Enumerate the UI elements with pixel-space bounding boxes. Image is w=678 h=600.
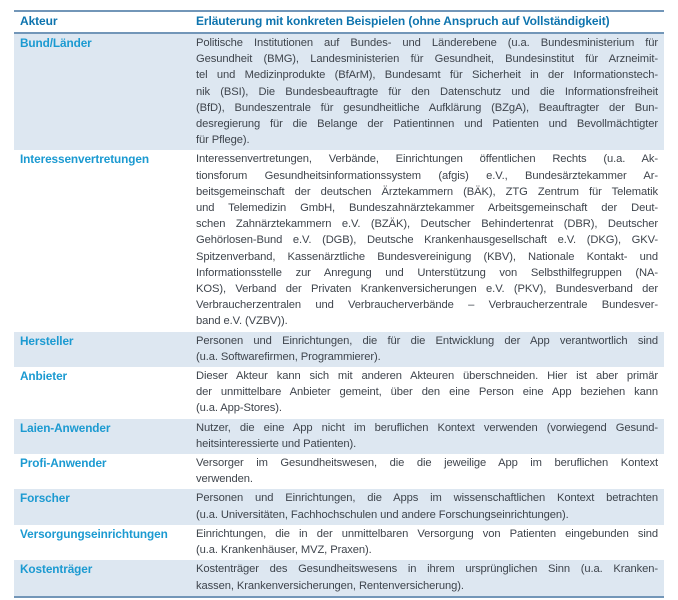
- akteur-label: Laien-Anwender: [20, 420, 111, 435]
- description-line: KOS), Verband der Privaten Krankenversicherungen e.V. (PKV), Bundesverband der: [196, 283, 658, 296]
- description-line: Interessenvertretungen, Verbände, Einrichtungen öffentlichen Rechts (u.a. Ak-: [196, 153, 658, 166]
- akteur-description: [188, 332, 664, 367]
- akteur-description: [188, 454, 664, 489]
- akteur-label: Profi-Anwender: [20, 456, 107, 471]
- description-line: tionsforum Gesundheitsinformationssystem (afgis) e.V., Bundesärztekammer Ar-: [196, 169, 658, 182]
- table-row: [14, 332, 664, 367]
- table-row: [14, 560, 664, 595]
- akteur-description: [188, 419, 664, 454]
- akteure-table: [14, 10, 664, 598]
- table-row: [14, 525, 664, 560]
- description-line: tel und Medizinprodukte (BfArM), Bundesamt für Sicherheit in der Informationstech-: [196, 69, 658, 82]
- description-line: Verbraucherzentralen und Verbraucherverbände – Verbraucherzentrale Bundesver-: [196, 299, 658, 312]
- akteur-label: Forscher: [20, 491, 70, 506]
- table-header-row: [14, 12, 664, 34]
- description-line: Personen und Einrichtungen, die für die Entwicklung der App verantwortlich sind: [196, 334, 658, 347]
- description-line: (u.a. App-Stores).: [196, 402, 282, 415]
- akteur-description: [188, 525, 664, 560]
- akteur-description: [188, 489, 664, 524]
- description-line: band e.V. (VZBV)).: [196, 315, 288, 328]
- description-line: Informationsstelle zur Anregung und Unterstützung von Selbsthilfegruppen (NA-: [196, 266, 658, 279]
- description-line: Einrichtungen, die in der unmittelbaren Versorgung von Patienten eingebunden sind: [196, 527, 658, 540]
- akteur-description: [188, 34, 664, 150]
- description-line: (u.a. Universitäten, Fachhochschulen und andere Forschungseinrichtungen).: [196, 508, 569, 521]
- description-line: Spitzenverband, Kassenärztliche Bundesvereinigung (KBV), Nationale Kontakt- und: [196, 250, 658, 263]
- column-header-akteur: Akteur: [20, 14, 58, 28]
- column-header-erlaeuterung: Erläuterung mit konkreten Beispielen (ohne Anspruch auf Vollständigkeit): [196, 14, 610, 28]
- description-line: Dieser Akteur kann sich mit anderen Akteuren überschneiden. Hier ist aber primär: [196, 370, 658, 383]
- akteur-label: Kostenträger: [20, 562, 93, 577]
- description-line: Gesundheit (BMG), Landesministerien für Gesundheit, Bundesinstitut für Arzneimit-: [196, 53, 658, 66]
- description-line: Nutzer, die eine App nicht im beruflichen Kontext verwenden (vorwiegend Gesund-: [196, 421, 658, 434]
- description-line: kassen, Krankenversicherungen, Rentenversicherung).: [196, 579, 464, 592]
- akteur-label: Interessenvertretungen: [20, 152, 149, 167]
- table-row: [14, 34, 664, 150]
- description-line: Kostenträger des Gesundheitswesens in ihrem ursprünglichen Sinn (u.a. Kranken-: [196, 563, 658, 576]
- akteur-label: Bund/Länder: [20, 36, 92, 50]
- description-line: Personen und Einrichtungen, die Apps im wissenschaftlichen Kontext betrachten: [196, 492, 658, 505]
- description-line: nik (BSI), Die Bundesbeauftragte für den Datenschutz und die Informationsfreiheit: [196, 85, 658, 98]
- table-row: [14, 367, 664, 419]
- description-line: (u.a. Softwarefirmen, Programmierer).: [196, 350, 381, 363]
- akteur-description: [188, 367, 664, 419]
- description-line: Gehörlosen-Bund e.V. (DGB), Deutsche Krankenhausgesellschaft e.V. (DKG), GKV-: [196, 234, 658, 247]
- description-line: schen Zahnärztekammern e.V. (BZÄK), Deutscher Behindertenrat (DBR), Deutscher: [196, 218, 658, 231]
- description-line: der unmittelbare Anbieter gemeint, über den eine Person eine App beziehen kann: [196, 386, 658, 399]
- akteur-description: [188, 560, 664, 595]
- akteur-description: [188, 150, 664, 331]
- akteur-label: Versorgungseinrichtungen: [20, 526, 168, 541]
- table-row: [14, 419, 664, 454]
- description-line: verwenden.: [196, 473, 253, 486]
- description-line: und Telemedizin GmbH, Bundeszahnärztekammer Arbeitsgemeinschaft der Deut-: [196, 202, 658, 215]
- description-line: heitsinteressierte und Patienten).: [196, 437, 357, 450]
- description-line: (u.a. Krankenhäuser, MVZ, Praxen).: [196, 544, 372, 557]
- description-line: für Pflege).: [196, 134, 250, 147]
- table-row: [14, 489, 664, 524]
- table-body: [14, 34, 664, 596]
- akteur-label: Hersteller: [20, 333, 74, 348]
- description-line: beitsgemeinschaft der deutschen Ärztekammern (BÄK), ZTG Zentrum für Telematik: [196, 185, 658, 198]
- description-line: Versorger im Gesundheitswesen, die die jeweilige App im beruflichen Kontext: [196, 457, 658, 470]
- table-row: [14, 150, 664, 331]
- description-line: (BfD), Bundeszentrale für gesundheitliche Aufklärung (BZgA), Beauftragter der Bun-: [196, 101, 658, 114]
- table-row: [14, 454, 664, 489]
- description-line: desregierung für die Belange der Patientinnen und Patienten und Bevollmächtigter: [196, 118, 658, 131]
- akteur-label: Anbieter: [20, 369, 68, 384]
- description-line: Politische Institutionen auf Bundes- und Länderebene (u.a. Bundesministerium für: [196, 37, 658, 49]
